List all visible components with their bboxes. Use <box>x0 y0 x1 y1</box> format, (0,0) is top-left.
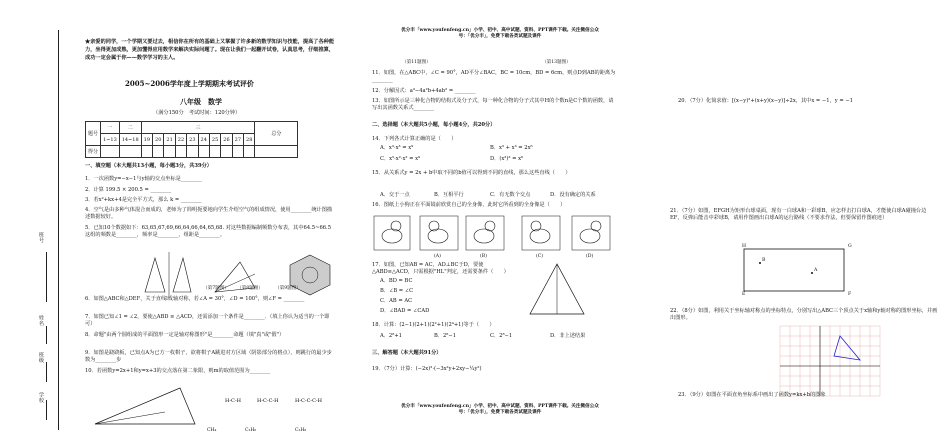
gutter-blank-class-no <box>46 252 47 302</box>
score-table <box>85 121 298 158</box>
dog-option-b <box>466 216 504 250</box>
q14-option-a: A．x³·x³ = x⁹ <box>380 145 414 151</box>
q16: 16．图纸上小狗正在平面镜前欣赏自己的全身像，此时它所看到的全身像是（ ） <box>372 202 566 208</box>
score-sub-5: 22 <box>175 134 186 146</box>
q17: 17．如图，已知AB = AC，AD⊥BC于D，要使△ABD≅△ACD，只需根据"HL"判定，还需要条件（ ） <box>372 262 509 275</box>
q15: 15．从关系式y = 2x + b中取不同的b值可以得到不同的直线，那么这些直线（ ） <box>372 170 571 176</box>
q20: 20．（7分）化简求值：[(x−y)²+(x+y)(x−y)]÷2x，其中x = −1，y = −1 <box>678 98 853 104</box>
score-cell[interactable] <box>255 146 298 158</box>
score-cell[interactable] <box>101 146 120 158</box>
score-cell[interactable] <box>175 146 186 158</box>
score-sub-1: 14~18 <box>119 134 141 146</box>
fig-q17-isosceles <box>522 262 602 322</box>
fig-q6-triangles <box>145 252 191 298</box>
q17-option-a: A．BD = BC <box>380 278 413 284</box>
fig-q21-billiard-table <box>740 245 850 297</box>
score-table-header-2: 二 <box>119 122 141 134</box>
score-sub-7: 24 <box>198 134 209 146</box>
q18-option-d: D．非上述结果 <box>550 333 586 339</box>
q3: 3．若x²+kx+4是完全平方式，那么 k = ________ <box>85 197 202 203</box>
q18-option-a: A．2⁸+1 <box>380 333 402 339</box>
chem-ch4: CH₄ <box>207 428 217 433</box>
billiard-label-h: H <box>742 244 747 249</box>
score-sub-3: 20 <box>153 134 164 146</box>
gutter-label-class-no: 班号 <box>38 232 44 243</box>
score-sub-4: 21 <box>164 134 175 146</box>
dog-option-a <box>420 216 458 250</box>
exam-title: 2005~2006学年度上学期期末考试评价 <box>125 79 254 88</box>
q14: 14．下列各式计算正确的是（ ） <box>372 136 457 142</box>
svg-text:H-C-C-C-H: H-C-C-C-H <box>295 398 322 404</box>
score-sub-6: 23 <box>187 134 198 146</box>
q13: 13．如图所示是三种化合物的结构式及分子式，每一种化合物的分子式其中H的个数n是C个数的函数，请写出其函数关系式________ <box>372 98 614 111</box>
header-note: ★亲爱的同学，一个学期又要过去，相信你在所有的基础上又掌握了许多新的数学知识与技能，提高了各种能力，坐得更加成熟，更加懂得应用数学来解决实际问题了。现在让我们一起翻开试卷，认真思考，仔细推算，成功一定会属于你——数学学习的主人。 <box>85 39 335 61</box>
exam-meta: （满分150分 考试时间：120分钟） <box>153 110 241 116</box>
score-cell[interactable] <box>153 146 164 158</box>
score-sub-2: 19 <box>141 134 152 146</box>
section1-heading: 一、填空题（本大题共13小题，每小题3分，共39分） <box>85 163 212 169</box>
billiard-label-g: G <box>848 244 852 249</box>
q21: 21．（7分）如图，EFGH为矩形台球桌面，现有一白球A和一彩球B，应怎样击打白球A，才能使白球A碰撞台边EF，反弹后能击中彩球B，请用作图画出白球A的运行路线（不要求作法，但要保留作图痕迹） <box>670 208 927 221</box>
q17-option-d: D．∠BAD = ∠CAD <box>380 308 430 314</box>
q18-option-b: B．2⁸−1 <box>434 333 457 339</box>
q8: 8．命题"由两个圆组成的平面图形一定是轴对称图形"是________命题（填"真"或"假"） <box>85 332 285 338</box>
billiard-label-a: A <box>814 268 818 273</box>
score-table-header-3: 三 <box>141 122 255 134</box>
section2-heading: 二、选择题（本大题共5小题，每小题4分，共20分） <box>372 122 496 128</box>
score-cell[interactable] <box>119 146 141 158</box>
grid-lines <box>780 326 880 396</box>
q15-option-b: B．互相平行 <box>434 192 464 198</box>
q16-label-b: (B) <box>480 254 487 259</box>
figures-bottom-left <box>85 380 335 430</box>
fig-q16-dogs <box>372 214 617 256</box>
q14-option-b: B．x³ + x³ = 2x⁶ <box>490 145 533 151</box>
binding-line <box>58 30 59 430</box>
score-sub-10: 27 <box>232 134 243 146</box>
score-cell[interactable] <box>244 146 255 158</box>
q1: 1．一次函数y=−x−1与y轴的交点坐标是________ <box>85 176 202 182</box>
triangle-abc <box>834 336 860 360</box>
score-cell[interactable] <box>164 146 175 158</box>
score-table-header-1: 一 <box>101 122 120 134</box>
q2: 2．计算 199.5 × 200.5 = ________ <box>85 187 172 193</box>
score-sub-11: 28 <box>244 134 255 146</box>
billiard-label-b: B <box>762 258 766 263</box>
q9: 9．如图是跷跷板，已知点A为已方一枚棋子，欲将棋子A跳进对方区域（阴影部分的格点），则跳行的最少步数为________步 <box>85 350 332 363</box>
section3-heading: 三、解答题（本大题共91分） <box>372 350 442 356</box>
dog-option-d <box>572 216 610 250</box>
gutter-blank-class <box>46 362 47 382</box>
fig9-caption: （第9题图） <box>275 286 301 291</box>
q16-label-d: (D) <box>586 254 594 259</box>
q14-option-d: D．(x²)³ = x⁶ <box>490 156 524 162</box>
gutter-blank-name <box>46 326 47 344</box>
dog-option-c <box>522 216 560 250</box>
q17-option-c: C．AB = AC <box>380 298 413 304</box>
score-cell[interactable] <box>198 146 209 158</box>
score-cell[interactable] <box>141 146 152 158</box>
score-sub-0: 1~13 <box>101 134 120 146</box>
left-column <box>85 0 345 446</box>
q18: 18．计算：(2−1)(2+1)(2²+1)(2⁴+1)等于（ ） <box>372 322 495 328</box>
q18-option-c: C．2⁸−1 <box>490 333 513 339</box>
score-cell[interactable] <box>221 146 232 158</box>
q16-label-c: (C) <box>536 254 544 259</box>
q15-option-c: C．有无数个交点 <box>490 192 531 198</box>
figures-q6-q9 <box>125 250 355 300</box>
score-sub-9: 26 <box>221 134 232 146</box>
gutter-label-school: 学校 <box>38 392 44 403</box>
q10: 10．若函数y=2x+1和y=x+3的交点落在第二象限，则m的取值范围为________ <box>85 368 271 374</box>
fig-right-triangle <box>95 388 195 424</box>
q7: 7．如图已知∠1 = ∠2，要使△ABD ≅ △ACD，还需添加一个条件是________．（填上你认为适当的一个即可） <box>85 314 330 327</box>
fig7-caption: （第7题图） <box>203 286 229 291</box>
billiard-label-f: F <box>848 292 852 297</box>
right-column <box>670 0 940 446</box>
q12: 12．分解因式：a³−4a²b+4ab² = ________ <box>372 88 476 94</box>
score-table-header-total: 总分 <box>255 122 298 146</box>
q4: 4．空气是由多种气体混合而成的，老师为了简明扼要地向学生介绍空气的组成情况，使用________统计图描述数据较好。 <box>85 207 333 220</box>
q15-option-d: D．没有确定的关系 <box>550 192 596 198</box>
q23: 23．（9分）如图在平面直角坐标系中画出了函数y=kx+b的图象 <box>678 392 826 398</box>
fig8-caption: （第8题图） <box>237 286 263 291</box>
exam-subtitle: 八年级 数学 <box>180 97 222 106</box>
bottom-notice: 优分丰「www.youfenfeng.cn」小学、初中、高中试题、资料、PPT课件下载。关注微信公众号：「优分丰」，免费下载各类试题及课件 <box>401 404 599 415</box>
gutter-label-class: 班级 <box>38 352 44 363</box>
q16-label-a: (A) <box>434 254 441 259</box>
score-cell[interactable] <box>209 146 220 158</box>
middle-column <box>372 0 620 446</box>
score-sub-8: 25 <box>209 134 220 146</box>
score-cell[interactable] <box>232 146 243 158</box>
gutter-label-name: 姓名 <box>38 315 44 326</box>
score-table-header-no: 题号 <box>86 122 101 146</box>
q11: 11．如图，在△ABC中，∠C = 90°，AD平分∠BAC，BC = 10cm，BD = 6cm，则点D到AB的距离为________ <box>372 70 616 83</box>
svg-text:H-C-H: H-C-H <box>225 398 241 404</box>
q5: 5．已知10个数据如下：63,65,67,69,66,64,66,64,65,68. 对这些数据编制频数分布表，其中64.5~66.5这组的频数是________，频率是________，组距是________。 <box>85 225 331 238</box>
q17-option-b: B．∠B = ∠C <box>380 288 414 294</box>
q19: 19．（7分）计算：(−2x)²·(−3x²y+2xy−¼y²) <box>372 366 482 372</box>
top-notice: 优分丰「www.youfenfeng.cn」小学、初中、高中试题、资料、PPT课件下载。关注微信公众号：「优分丰」，免费下载各类试题及课件 <box>401 28 599 39</box>
billiard-label-e: E <box>742 292 746 297</box>
fig-chem-structures <box>225 398 323 404</box>
fig11-caption: （第11题图） <box>402 60 431 65</box>
svg-text:H-C-C-H: H-C-C-H <box>257 398 279 404</box>
score-row-label: 得分 <box>86 146 101 158</box>
q6: 6．如图△ABC和△DEF，关于直线l成轴对称，若∠A = 30°，∠D = 100°，则∠F = ________ <box>85 296 305 302</box>
dog-original <box>374 216 410 250</box>
q14-option-c: C．x⁵·x²·x² = x⁹ <box>380 156 421 162</box>
q15-option-a: A．交于一点 <box>380 192 410 198</box>
chem-c2h6: C₂H₆ <box>245 428 257 433</box>
q22: 22．（8分）如图，利用关于坐标轴对称点的坐标特点，分别写出△ABC三个顶点关于x轴和y轴对称的图形坐标，并画出图形。 <box>670 308 938 321</box>
chem-c3h8: C₃H₈ <box>295 428 307 433</box>
score-cell[interactable] <box>187 146 198 158</box>
gutter-blank-school <box>46 400 47 420</box>
fig13-caption: （第13题图） <box>542 60 571 65</box>
